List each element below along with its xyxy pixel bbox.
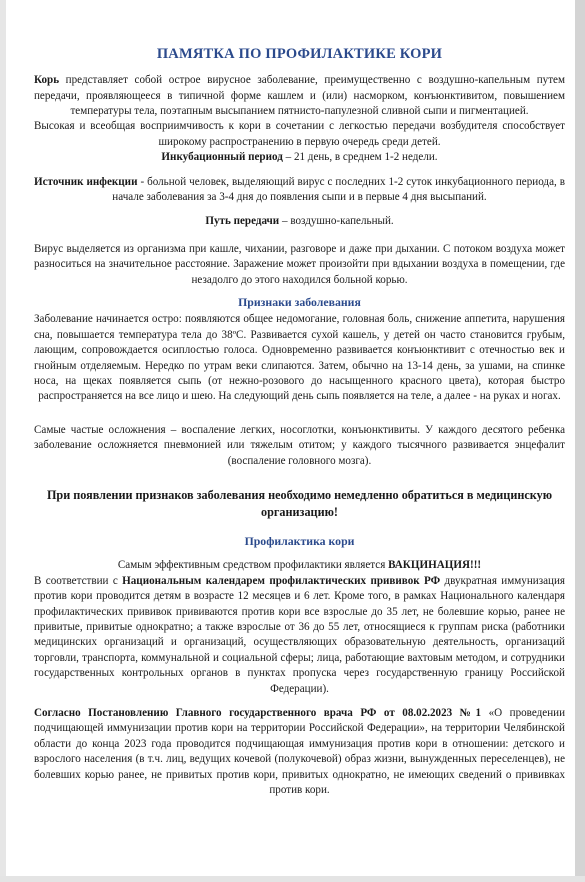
- incubation-bold: Инкубационный период: [161, 151, 283, 164]
- incubation-paragraph: [34, 150, 565, 165]
- intro-paragraph-2: [34, 119, 565, 150]
- signs-paragraph: Заболевание начинается остро: появляются общее недомогание, головная боль, снижение аппетита, нарушения сна, повышается температура тела до 38ºС. Развивается сухой кашель, у детей он часто становится грубым, лающим, сопровождается осиплостью голоса. Одновременно развивается конъюнктивит с отечностью век и гнойным отделяемым. Нередко по утрам веки слипаются. Затем, обычно на 13-14 день, за ушами, на спинке носа, на щеках появляется сыпь (от нежно-розового до насыщенного красного цвета), которая быстро распространяется на все лицо и шею. На следующий день сыпь появляется на теле, а далее - на руках и ногах.: [34, 313, 565, 403]
- prevention-line-1-text: Самым эффективным средством профилактики является: [117, 559, 389, 572]
- national-calendar-bold: Национальным календарем профилактических прививок РФ: [122, 574, 441, 587]
- document-content: [34, 44, 565, 798]
- document-title: ПАМЯТКА ПО ПРОФИЛАКТИКЕ КОРИ: [156, 46, 443, 62]
- source-paragraph: [34, 175, 565, 206]
- intro-lead-bold: Корь: [34, 74, 60, 87]
- intro-text-1: представляет собой острое вирусное заболевание, преимущественно с воздушно-капельным путем передачи, проявляющееся в типичной форме кашлем и (или) насморком, конъюнктивитом, повышением температуры тела, поэтапным высыпанием пятнисто-папулезной сливной сыпи и пигментацией.: [34, 74, 565, 117]
- resolution-paragraph: [34, 706, 565, 798]
- signs-heading: Признаки заболевания: [238, 295, 361, 310]
- warning-bold: При появлении признаков заболевания необходимо немедленно обратиться в медицинскую организацию!: [46, 488, 553, 520]
- transmission-text: – воздушно-капельный.: [279, 215, 394, 228]
- page-edge-bottom: [0, 876, 585, 882]
- resolution-text: «О проведении подчищающей иммунизации против кори на территории Российской Федерации», на территории Челябинской области до конца 2023 года проводится подчищающая иммунизация против кори в отношении: детского и взрослого населения (в т.ч. лиц, ведущих кочевой (полукочевой) образ жизни, вынужденных переселенцев), не болевших корью ранее, не привитых против кори, привитых однократно, не имеющих сведений о прививках против кори.: [34, 707, 566, 797]
- prevention-line-1: [34, 558, 565, 573]
- resolution-bold: Согласно Постановлению Главного государственного врача РФ от 08.02.2023 №1: [34, 707, 482, 720]
- complications-paragraph: Самые частые осложнения – воспаление легких, носоглотки, конъюнктивиты. У каждого десятого ребенка заболевание осложняется пневмонией или тяжелым отитом; у каждого тысячного развивается энцефалит (воспаление головного мозга).: [34, 423, 565, 467]
- prevention-paragraph: [34, 574, 565, 697]
- source-bold: Источник инфекции: [34, 175, 138, 188]
- source-text: - больной человек, выделяющий вирус с последних 1-2 суток инкубационного периода, в начале заболевания за 3-4 дня до появления сыпи и в первые 4 дня высыпаний.: [112, 175, 565, 203]
- prevention-line-2-text: В соответствии с: [34, 574, 123, 587]
- intro-text-2: Высокая и всеобщая восприимчивость к кори в сочетании с легкостью передачи возбудителя способствует широкому распространению в первую очередь среди детей.: [34, 120, 565, 148]
- intro-paragraph: [34, 73, 565, 119]
- transmission-bold: Путь передачи: [205, 215, 280, 228]
- vaccination-bold: ВАКЦИНАЦИЯ!!!: [388, 559, 482, 572]
- prevention-body-text: двукратная иммунизация против кори проводится детям в возрасте 12 месяцев и 6 лет. Кроме того, в рамках Национального календаря профилактических прививок прививаются против кори все взрослые до 35 лет, не болевшие корью, ранее не привитые, привитые однократно; а также взрослые от 36 до 55 лет, относящиеся к группам риска (работники медицинских организаций и организаций, осуществляющих образовательную деятельность, организаций торговли, транспорта, коммунальной и социальной сферы; лица, работающие вахтовым методом, и сотрудники государственных контрольных органов в пунктах пропуска через государственную границу Российской Федерации).: [34, 574, 565, 695]
- transmission-paragraph: [34, 214, 565, 229]
- page-edge-left: [0, 0, 6, 882]
- prevention-heading: Профилактика кори: [244, 533, 355, 548]
- virus-paragraph: Вирус выделяется из организма при кашле, чихании, разговоре и даже при дыхании. С потоком воздуха может разноситься на значительное расстояние. Заражение может произойти при вдыхании воздуха в помещении, где незадолго до этого находился больной корью.: [34, 242, 565, 286]
- page-edge-right: [575, 0, 585, 882]
- incubation-text: – 21 день, в среднем 1-2 недели.: [282, 151, 438, 164]
- warning-paragraph: [34, 487, 565, 521]
